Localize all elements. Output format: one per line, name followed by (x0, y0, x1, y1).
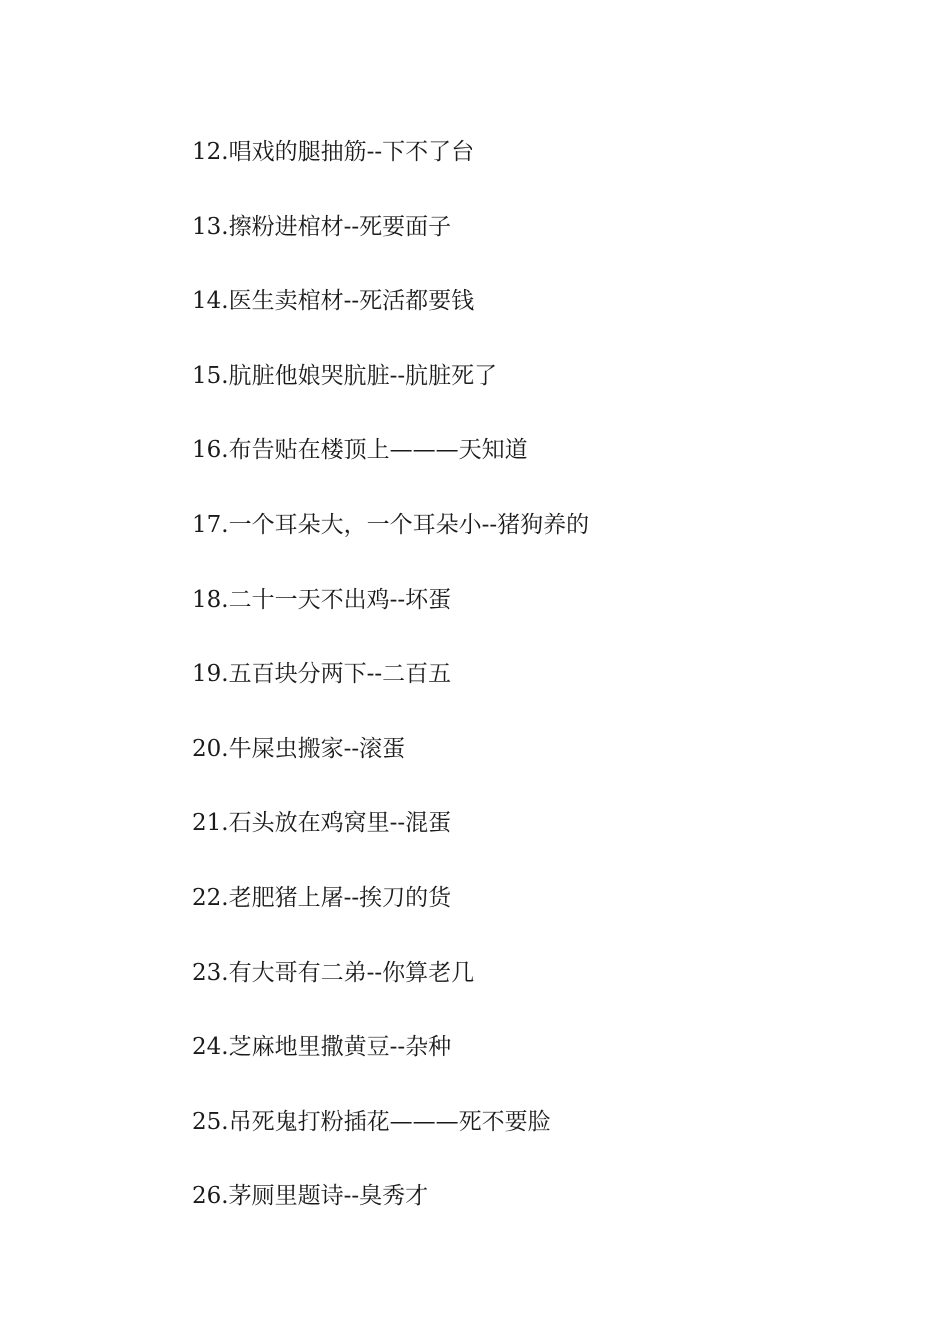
list-item: 14.医生卖棺材--死活都要钱 (192, 288, 475, 315)
list-item: 21.石头放在鸡窝里--混蛋 (192, 810, 452, 837)
list-item: 18.二十一天不出鸡--坏蛋 (192, 586, 452, 613)
list-item: 12.唱戏的腿抽筋--下不了台 (192, 139, 475, 165)
list-item: 24.芝麻地里撒黄豆--杂种 (192, 1034, 452, 1061)
list-item: 15.肮脏他娘哭肮脏--肮脏死了 (192, 362, 498, 389)
list-item: 16.布告贴在楼顶上———天知道 (192, 437, 528, 464)
list-item: 22.老肥猪上屠--挨刀的货 (192, 884, 452, 911)
list-item: 19.五百块分两下--二百五 (192, 661, 452, 688)
line-list (192, 133, 589, 1252)
list-item: 13.擦粉进棺材--死要面子 (192, 213, 452, 240)
list-item: 20.牛屎虫搬家--滚蛋 (192, 735, 406, 762)
list-item: 17.一个耳朵大，一个耳朵小--猪狗养的 (192, 511, 590, 538)
list-item: 23.有大哥有二弟--你算老几 (192, 959, 475, 986)
list-item: 26.茅厕里题诗--臭秀才 (192, 1183, 429, 1210)
list-item: 25.吊死鬼打粉插花———死不要脸 (192, 1108, 551, 1135)
